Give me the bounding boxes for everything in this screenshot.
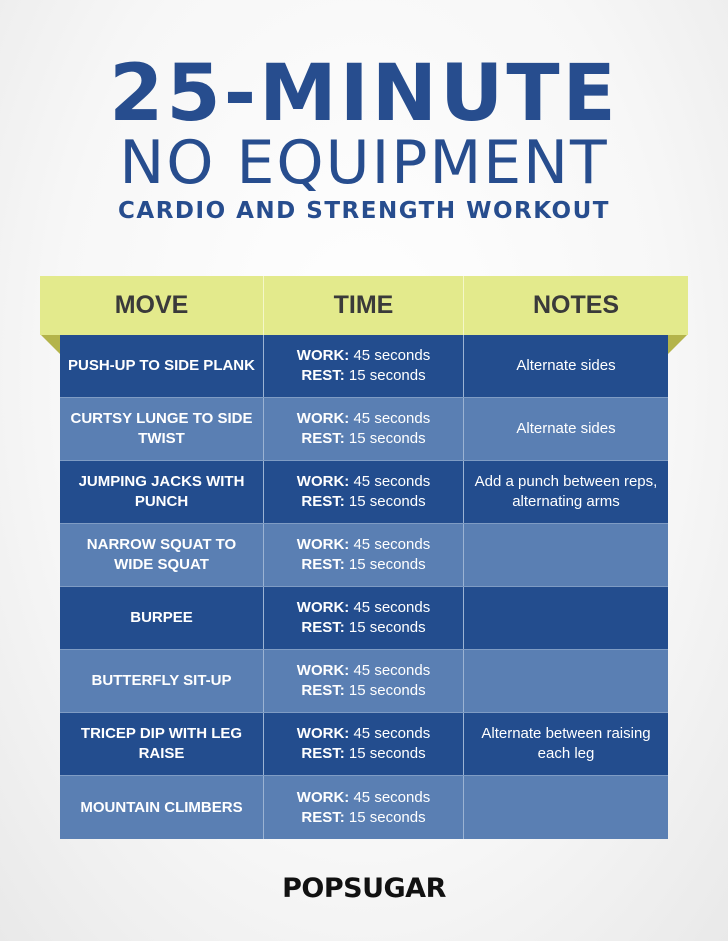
banner-fold-left — [40, 334, 60, 354]
work-duration: 45 seconds — [353, 662, 431, 679]
title-block — [0, 49, 728, 226]
rest-label: REST: — [301, 556, 345, 573]
banner-fold-right — [668, 334, 688, 354]
work-label: WORK: — [296, 725, 350, 742]
rest-line — [301, 555, 425, 575]
work-label: WORK: — [296, 662, 350, 679]
table-row — [60, 650, 668, 713]
work-line — [297, 598, 430, 618]
notes-cell — [464, 776, 668, 839]
work-line — [297, 409, 430, 429]
table-row — [60, 398, 668, 461]
rest-duration: 15 seconds — [348, 556, 426, 573]
rest-label: REST: — [301, 493, 345, 510]
notes-cell — [464, 524, 668, 586]
rest-line — [301, 492, 425, 512]
rest-line — [301, 618, 425, 638]
work-label: WORK: — [296, 536, 350, 553]
move-cell: NARROW SQUAT TO WIDE SQUAT — [60, 524, 264, 586]
popsugar-logo: POPSUGAR — [282, 873, 446, 904]
work-duration: 45 seconds — [353, 599, 431, 616]
time-cell — [264, 587, 464, 649]
time-cell — [264, 713, 464, 775]
rest-duration: 15 seconds — [348, 493, 426, 510]
work-line — [297, 661, 430, 681]
header-move: MOVE — [40, 276, 264, 335]
rest-label: REST: — [301, 808, 345, 826]
work-duration: 45 seconds — [353, 725, 431, 742]
rest-label: REST: — [301, 619, 345, 636]
work-duration: 45 seconds — [353, 410, 431, 427]
work-line — [297, 788, 430, 808]
notes-cell — [464, 587, 668, 649]
notes-cell: Add a punch between reps, alternating arms — [474, 473, 658, 510]
rest-line — [301, 808, 425, 828]
move-cell: BURPEE — [60, 587, 264, 649]
notes-cell — [464, 650, 668, 712]
rest-label: REST: — [301, 682, 345, 699]
work-duration: 45 seconds — [353, 473, 431, 490]
move-cell: MOUNTAIN CLIMBERS — [60, 776, 264, 839]
rest-label: REST: — [301, 745, 345, 762]
time-cell — [264, 650, 464, 712]
title-line-3: CARDIO AND STRENGTH WORKOUT — [118, 198, 610, 224]
move-cell: BUTTERFLY SIT-UP — [60, 650, 264, 712]
rest-duration: 15 seconds — [348, 619, 426, 636]
rest-line — [301, 429, 425, 449]
work-line — [297, 346, 430, 366]
move-cell: TRICEP DIP WITH LEG RAISE — [60, 713, 264, 775]
rest-duration: 15 seconds — [348, 367, 426, 384]
header-notes: NOTES — [532, 291, 620, 319]
work-label: WORK: — [296, 599, 350, 616]
rest-duration: 15 seconds — [348, 745, 426, 762]
table-row — [60, 335, 668, 398]
rest-line — [301, 744, 425, 764]
work-duration: 45 seconds — [353, 788, 431, 806]
work-line — [297, 535, 430, 555]
notes-cell: Alternate sides — [516, 420, 616, 437]
header-time: TIME — [264, 276, 464, 335]
work-label: WORK: — [296, 788, 350, 806]
rest-duration: 15 seconds — [348, 808, 426, 826]
work-line — [297, 472, 430, 492]
rest-label: REST: — [301, 430, 345, 447]
time-cell — [264, 776, 464, 839]
rest-duration: 15 seconds — [348, 430, 426, 447]
table-row — [60, 461, 668, 524]
move-cell: PUSH-UP TO SIDE PLANK — [60, 335, 264, 397]
title-line-1: 25-MINUTE — [109, 49, 619, 139]
notes-cell: Alternate sides — [516, 357, 616, 374]
time-cell — [264, 524, 464, 586]
time-cell — [264, 461, 464, 523]
table-row — [60, 776, 668, 839]
notes-cell: Alternate between raising each leg — [481, 725, 651, 762]
table-row — [60, 587, 668, 650]
move-cell: JUMPING JACKS WITH PUNCH — [60, 461, 264, 523]
time-cell — [264, 335, 464, 397]
rest-line — [301, 681, 425, 701]
workout-table — [60, 335, 668, 839]
move-cell: CURTSY LUNGE TO SIDE TWIST — [60, 398, 264, 460]
table-row — [60, 713, 668, 776]
table-header — [40, 276, 688, 335]
table-row — [60, 524, 668, 587]
rest-line — [301, 366, 425, 386]
rest-label: REST: — [301, 367, 345, 384]
rest-duration: 15 seconds — [348, 682, 426, 699]
work-duration: 45 seconds — [353, 347, 431, 364]
title-line-2: NO EQUIPMENT — [119, 128, 609, 198]
work-label: WORK: — [296, 347, 350, 364]
work-label: WORK: — [296, 473, 350, 490]
work-line — [297, 724, 430, 744]
time-cell — [264, 398, 464, 460]
work-label: WORK: — [296, 410, 350, 427]
work-duration: 45 seconds — [353, 536, 431, 553]
